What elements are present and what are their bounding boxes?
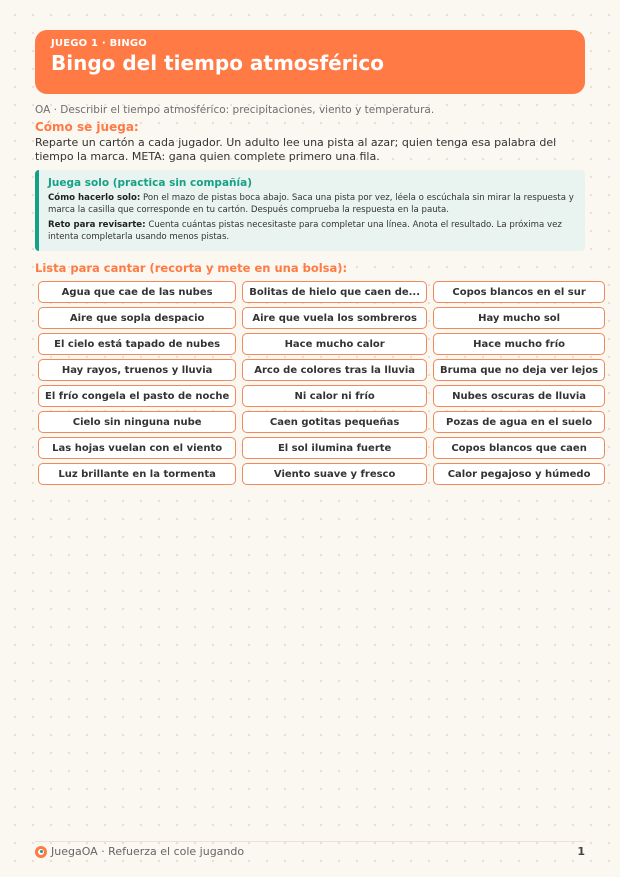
- solo-challenge: [48, 219, 575, 243]
- clue-card: Pozas de agua en el suelo: [433, 411, 605, 433]
- solo-challenge-label: Reto para revisarte:: [48, 220, 146, 230]
- solo-title: Juega solo (practica sin compañía): [48, 177, 252, 189]
- solo-challenge-text: Cuenta cuántas pistas necesitaste para completar una línea. Anota el resultado. La próxima vez intenta completarla usando menos pistas.: [48, 220, 562, 242]
- call-list-heading: Lista para cantar (recorta y mete en una bolsa):: [35, 261, 348, 275]
- clue-card: Bolitas de hielo que caen de...: [242, 281, 427, 303]
- clue-card: Arco de colores tras la lluvia: [242, 359, 427, 381]
- page-footer: [35, 841, 585, 858]
- clue-card: El sol ilumina fuerte: [242, 437, 427, 459]
- clue-card: Hace mucho frío: [433, 333, 605, 355]
- page-number: 1: [577, 845, 585, 858]
- clue-card: El cielo está tapado de nubes: [38, 333, 236, 355]
- clue-card: Calor pegajoso y húmedo: [433, 463, 605, 485]
- clue-card: Viento suave y fresco: [242, 463, 427, 485]
- clue-card: Nubes oscuras de lluvia: [433, 385, 605, 407]
- clue-card: Hay mucho sol: [433, 307, 605, 329]
- clue-card: Caen gotitas pequeñas: [242, 411, 427, 433]
- learning-objective: OA · Describir el tiempo atmosférico: precipitaciones, viento y temperatura.: [35, 104, 435, 116]
- footer-brand: [35, 845, 244, 858]
- clue-card: Copos blancos que caen: [433, 437, 605, 459]
- clue-card: Aire que vuela los sombreros: [242, 307, 427, 329]
- worksheet-page: [35, 30, 599, 485]
- clue-card: Cielo sin ninguna nube: [38, 411, 236, 433]
- clue-card: Aire que sopla despacio: [38, 307, 236, 329]
- game-kicker: JUEGO 1 · BINGO: [51, 38, 148, 49]
- solo-callout: [35, 170, 585, 251]
- solo-how-text: Pon el mazo de pistas boca abajo. Saca una pista por vez, léela o escúchala sin mirar la respuesta y marca la casilla que corresponde en tu cartón. Después comprueba la respuesta en la pauta.: [48, 193, 574, 215]
- clue-card: Ni calor ni frío: [242, 385, 427, 407]
- target-logo-icon: [35, 846, 47, 858]
- clue-card: Bruma que no deja ver lejos: [433, 359, 605, 381]
- solo-how: [48, 192, 575, 216]
- clue-card: Hace mucho calor: [242, 333, 427, 355]
- clue-card: Hay rayos, truenos y lluvia: [38, 359, 236, 381]
- footer-brand-text: JuegaOA · Refuerza el cole jugando: [51, 845, 245, 858]
- call-list-grid: [38, 281, 599, 485]
- howto-text: Reparte un cartón a cada jugador. Un adulto lee una pista al azar; quien tenga esa palabra del tiempo la marca. META: gana quien complete primero una fila.: [35, 136, 557, 163]
- clue-card: Agua que cae de las nubes: [38, 281, 236, 303]
- solo-how-label: Cómo hacerlo solo:: [48, 193, 141, 203]
- clue-card: Las hojas vuelan con el viento: [38, 437, 236, 459]
- howto-heading: Cómo se juega:: [35, 120, 139, 134]
- clue-card: El frío congela el pasto de noche: [38, 385, 236, 407]
- header-banner: [35, 30, 585, 94]
- page-title: Bingo del tiempo atmosférico: [51, 51, 385, 75]
- clue-card: Luz brillante en la tormenta: [38, 463, 236, 485]
- clue-card: Copos blancos en el sur: [433, 281, 605, 303]
